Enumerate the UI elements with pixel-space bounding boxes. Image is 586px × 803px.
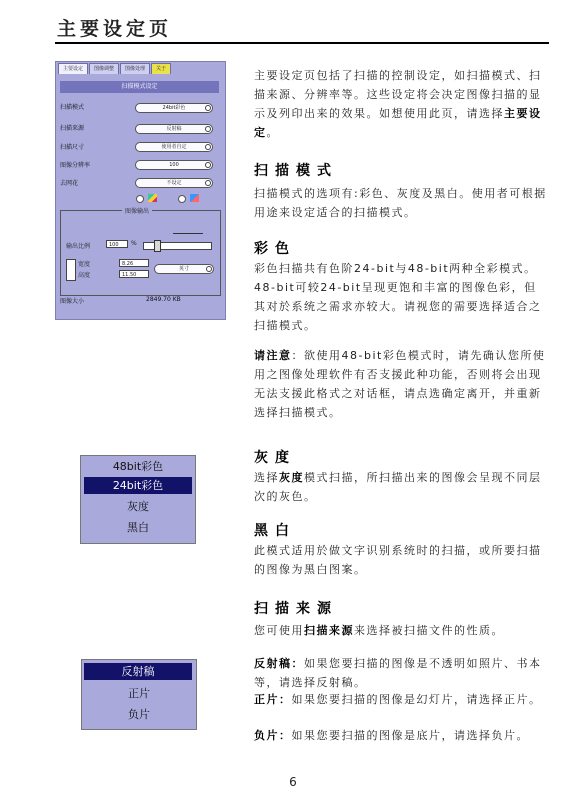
- width-label: 宽度: [78, 261, 91, 268]
- image-output-title: 图像输出: [122, 206, 152, 215]
- color-swatch-icon: [148, 194, 157, 202]
- unit-value: 英寸: [178, 266, 189, 272]
- scan-source-label: 扫描来源: [60, 125, 85, 132]
- scan-settings-panel: [55, 61, 226, 320]
- negative-label: 负片：: [254, 729, 292, 742]
- scan-mode-dropdown[interactable]: [135, 103, 213, 113]
- list-item[interactable]: 48bit彩色: [112, 460, 164, 473]
- image-size-value: 2849.70 KB: [146, 296, 181, 303]
- tab-image-process[interactable]: 图像处理: [120, 63, 150, 74]
- scan-mode-value: 24bit彩色: [162, 105, 186, 111]
- scale-slider-handle[interactable]: [154, 240, 161, 252]
- height-input[interactable]: 11.50: [119, 270, 149, 278]
- negative-text: 如果您要扫描的图像是底片，请选择负片。: [291, 729, 529, 742]
- scale-unit: %: [131, 240, 137, 247]
- scale-label: 输出比例: [66, 243, 91, 250]
- list-item[interactable]: 黑白: [127, 521, 149, 534]
- tab-about[interactable]: 关于: [151, 63, 171, 74]
- descreen-value: 不设定: [166, 180, 182, 186]
- descreen-dropdown[interactable]: [135, 178, 213, 188]
- scan-source-value: 反射稿: [166, 126, 182, 132]
- source-text-end: 来选择被扫描文件的性质。: [354, 624, 504, 637]
- source-emphasis: 扫描来源: [304, 624, 354, 637]
- chevron-down-icon: [205, 105, 211, 111]
- scan-mode-paragraph: 扫描模式的选项有:彩色、灰度及黑白。使用者可根据用途来设定适合的扫描模式。: [254, 187, 547, 219]
- scan-mode-list: [80, 455, 196, 544]
- positive-paragraph: [254, 690, 548, 709]
- scan-source-list: [81, 659, 197, 730]
- image-size-label: 图像大小: [60, 298, 85, 305]
- negative-paragraph: [254, 726, 548, 745]
- page-size-icon: [66, 259, 76, 281]
- chevron-down-icon: [206, 266, 212, 272]
- list-item[interactable]: 灰度: [127, 500, 149, 513]
- reflective-label: 反射稿：: [254, 657, 304, 670]
- resolution-value: 100: [169, 162, 179, 168]
- list-item[interactable]: 正片: [128, 687, 150, 700]
- intro-paragraph: [254, 66, 548, 142]
- scale-input[interactable]: 100: [106, 240, 128, 248]
- scan-source-dropdown[interactable]: [135, 124, 213, 134]
- title-rule: [55, 42, 549, 44]
- resolution-label: 图像分辨率: [60, 162, 91, 169]
- source-text: 您可使用: [254, 624, 304, 637]
- source-paragraph: [254, 621, 548, 640]
- height-label: 高度: [78, 272, 91, 279]
- panel-header: 扫描模式设定: [60, 81, 219, 93]
- chevron-down-icon: [205, 180, 211, 186]
- chevron-down-icon: [205, 144, 211, 150]
- bw-paragraph: 此模式适用於做文字识别系统时的扫描，或所要扫描的图像为黑白图案。: [254, 544, 542, 576]
- scan-size-value: 使用者自定: [161, 144, 187, 150]
- positive-label: 正片：: [254, 693, 292, 706]
- tab-image-adjust[interactable]: 图像调整: [89, 63, 119, 74]
- note-paragraph: [254, 346, 548, 422]
- scan-size-label: 扫描尺寸: [60, 144, 85, 151]
- image-output-group: [60, 210, 221, 296]
- width-input[interactable]: 8.26: [119, 259, 149, 267]
- panel-tabs: [58, 63, 172, 73]
- page-number: 6: [289, 775, 297, 789]
- reflective-paragraph: [254, 654, 548, 692]
- tab-main-settings[interactable]: 主要设定: [58, 63, 88, 74]
- page-title: 主要设定页: [57, 18, 173, 40]
- heading-scan-source: 扫描来源: [254, 601, 338, 617]
- intro-emphasis: 主要设定: [254, 107, 542, 139]
- gray-text-end: 模式扫描，所扫描出来的图像会呈现不同层次的灰色。: [254, 471, 542, 503]
- intro-text: 主要设定页包括了扫描的控制设定，如扫描模式、扫描来源、分辨率等。这些设定将会决定图像扫描的显示及列印出来的效果。如想使用此页，请选择: [254, 69, 542, 120]
- color-swatch-icon: [190, 194, 199, 202]
- gray-emphasis: 灰度: [279, 471, 304, 484]
- radio-option-1[interactable]: [136, 195, 144, 203]
- gray-text: 选择: [254, 471, 279, 484]
- descreen-label: 去网花: [60, 180, 79, 187]
- heading-gray: 灰度: [254, 450, 296, 466]
- heading-bw: 黑白: [254, 523, 296, 539]
- color-paragraph: 彩色扫描共有色阶24-bit与48-bit两种全彩模式。48-bit可较24-bit呈现更饱和丰富的图像色彩，但其对於系统之需求亦较大。请视您的需要选择适合之扫描模式。: [254, 262, 542, 332]
- resolution-dropdown[interactable]: [135, 160, 213, 170]
- heading-scan-mode: 扫描模式: [254, 163, 338, 179]
- note-text: ：欲使用48-bit彩色模式时，请先确认您所使用之图像处理软件有否支援此种功能，否则将会出现无法支援此格式之对话框，请点选确定离开，并重新选择扫描模式。: [254, 349, 546, 419]
- list-item-selected[interactable]: 24bit彩色: [84, 477, 192, 494]
- positive-text: 如果您要扫描的图像是幻灯片，请选择正片。: [291, 693, 542, 706]
- reflective-text: 如果您要扫描的图像是不透明如照片、书本等，请选择反射稿。: [254, 657, 542, 689]
- scan-size-dropdown[interactable]: [135, 142, 213, 152]
- unit-dropdown[interactable]: [154, 264, 214, 274]
- heading-color: 彩色: [254, 241, 296, 257]
- ruler-icon: [173, 223, 203, 234]
- intro-end: 。: [266, 126, 279, 139]
- radio-option-2[interactable]: [178, 195, 186, 203]
- chevron-down-icon: [205, 162, 211, 168]
- chevron-down-icon: [205, 126, 211, 132]
- list-item[interactable]: 负片: [128, 708, 150, 721]
- note-label: 请注意: [254, 349, 292, 362]
- gray-paragraph: [254, 468, 548, 506]
- list-item-selected[interactable]: 反射稿: [84, 663, 192, 680]
- scan-mode-label: 扫描模式: [60, 104, 85, 111]
